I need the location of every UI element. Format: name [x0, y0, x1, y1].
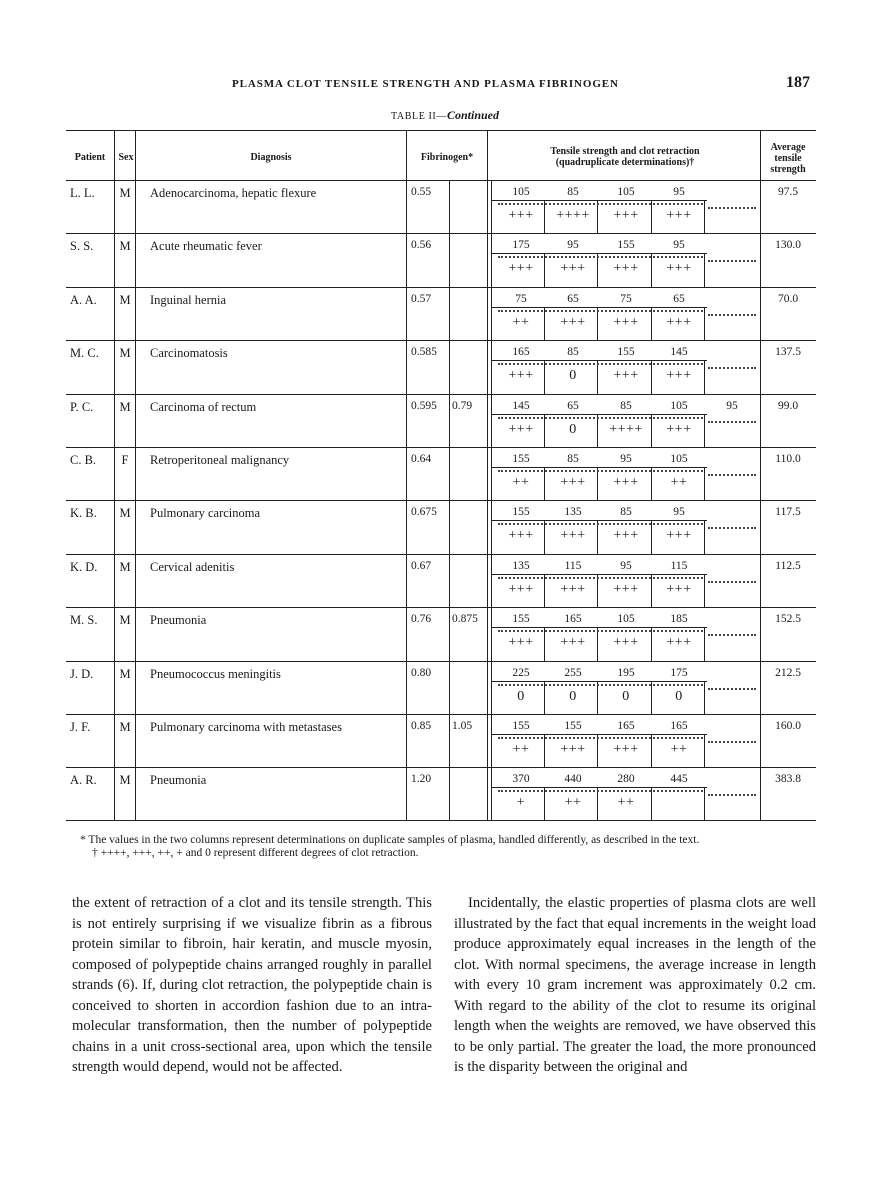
- patient-name: S. S.: [70, 239, 94, 254]
- diagnosis: Pulmonary carcinoma: [150, 506, 261, 521]
- tensile-value: 115: [670, 559, 688, 572]
- tensile-value: 280: [617, 773, 635, 786]
- tensile-value: 105: [617, 613, 635, 626]
- patient-name: J. F.: [70, 720, 91, 734]
- clot-retraction: ++: [670, 475, 688, 490]
- clot-retraction: +++: [666, 314, 692, 330]
- dotted-leader: [498, 363, 703, 365]
- tensile-value: 95: [620, 559, 632, 572]
- dotted-leader: [498, 790, 703, 792]
- patient-name: P. C.: [70, 399, 94, 414]
- clot-retraction: +++: [613, 635, 639, 651]
- dotted-leader: [498, 310, 703, 312]
- average-strength: 70.0: [777, 292, 799, 305]
- tensile-value: 155: [512, 453, 530, 465]
- fibrinogen-1: 1.20: [411, 773, 432, 786]
- tensile-value: 95: [620, 453, 632, 465]
- footnote-fibrinogen: * The values in the two columns represent determinations on duplicate samples of plasma, handled differently, as described in the text.: [80, 834, 700, 846]
- patient-name: L. L.: [70, 186, 95, 200]
- tensile-value: 165: [512, 346, 530, 359]
- diagnosis: Pneumococcus meningitis: [150, 666, 281, 681]
- row-separator: [66, 607, 816, 608]
- tensile-value: 175: [512, 239, 530, 252]
- average-strength: 110.0: [775, 453, 801, 465]
- dotted-leader: [498, 523, 703, 525]
- patient-sex: M: [119, 773, 131, 788]
- patient-sex: M: [119, 720, 131, 734]
- clot-retraction: ++: [670, 742, 688, 757]
- tensile-value: 85: [567, 346, 579, 359]
- patient-name: M. C.: [70, 346, 99, 361]
- dotted-leader: [708, 634, 756, 636]
- clot-retraction: +++: [508, 635, 534, 651]
- clot-retraction: +++: [560, 528, 586, 544]
- tensile-value: 85: [620, 506, 632, 519]
- dotted-leader: [498, 684, 703, 686]
- tensile-value: 155: [617, 346, 635, 359]
- patient-sex: F: [121, 453, 129, 467]
- fibrinogen-1: 0.56: [411, 239, 432, 252]
- clot-retraction: ++: [564, 795, 582, 811]
- tensile-value: 135: [564, 506, 582, 519]
- dotted-leader: [708, 527, 756, 529]
- tensile-value: 105: [670, 399, 688, 412]
- header-average: [760, 142, 816, 175]
- tensile-value: 135: [512, 559, 530, 572]
- average-strength: 112.5: [775, 559, 801, 572]
- clot-retraction: +++: [560, 261, 586, 277]
- clot-retraction: +++: [613, 742, 639, 757]
- diagnosis: Pneumonia: [150, 773, 207, 788]
- patient-name: A. A.: [70, 292, 97, 307]
- dotted-leader: [708, 474, 756, 476]
- dotted-leader: [498, 577, 703, 579]
- header-tensile-line1: Tensile strength and clot retraction: [550, 146, 700, 157]
- tensile-value: 165: [617, 720, 635, 732]
- tensile-value: 95: [726, 399, 738, 412]
- tensile-value: 105: [512, 186, 530, 198]
- clot-retraction: ++: [512, 475, 530, 490]
- patient-sex: M: [119, 292, 131, 307]
- clot-retraction: ++++: [556, 208, 590, 223]
- clot-retraction: 0: [569, 421, 577, 437]
- clot-retraction: +++: [508, 421, 534, 437]
- dotted-leader: [708, 741, 756, 743]
- patient-name: J. D.: [70, 666, 94, 681]
- clot-retraction: +: [516, 795, 526, 811]
- tensile-subrule: [491, 574, 707, 575]
- row-separator: [66, 233, 816, 234]
- header-tensile-line2: (quadruplicate determinations)†: [555, 157, 695, 168]
- clot-retraction: +++: [666, 528, 692, 544]
- dotted-leader: [708, 794, 756, 796]
- running-title: PLASMA CLOT TENSILE STRENGTH AND PLASMA FIBRINOGEN: [232, 78, 619, 90]
- clot-retraction: 0: [569, 688, 577, 704]
- tensile-subrule: [491, 467, 707, 468]
- diagnosis: Adenocarcinoma, hepatic flexure: [150, 186, 317, 200]
- clot-retraction: +++: [613, 581, 639, 597]
- tensile-value: 445: [670, 773, 688, 786]
- dotted-leader: [708, 367, 756, 369]
- diagnosis: Inguinal hernia: [150, 292, 227, 307]
- diagnosis: Cervical adenitis: [150, 559, 235, 574]
- table-caption: [0, 108, 890, 123]
- row-separator: [66, 767, 816, 768]
- clot-retraction: +++: [666, 581, 692, 597]
- tensile-value: 65: [567, 292, 579, 305]
- tensile-value: 75: [620, 292, 632, 305]
- tensile-value: 95: [673, 506, 685, 519]
- dotted-leader: [708, 421, 756, 423]
- patient-sex: M: [119, 399, 131, 414]
- header-average-line2: tensile: [774, 153, 802, 164]
- clot-retraction: +++: [508, 528, 534, 544]
- patient-sex: M: [119, 346, 131, 361]
- fibrinogen-1: 0.85: [411, 720, 432, 732]
- clot-retraction: +++: [613, 314, 639, 330]
- body-right-column: Incidentally, the elastic properties of plasma clots are well illustrated by the fact that equal increments in the weight load produce approximately equal increases in the length of the clot. With normal specimens, the average increase in length with every 10 gram increment was approximately 0.2 cm. With regard to the ability of the clot to resume its original length when the weights are removed, we have observed this to be only partial. The greater the load, the more pronounced is the disparity between the original and: [454, 895, 816, 1075]
- patient-name: K. B.: [70, 506, 97, 521]
- clot-retraction: 0: [622, 688, 630, 704]
- patient-name: M. S.: [70, 613, 98, 628]
- clot-retraction: +++: [666, 261, 692, 277]
- header-average-line1: Average: [770, 142, 806, 153]
- body-left-column: the extent of retraction of a clot and its tensile strength. This is not entirely surprising if we visualize fibrin as a fibrous protein similar to fibroin, hair keratin, and muscle myosin, composed of polypeptide chains arranged roughly in parallel strands (6). If, during clot retraction, the polypeptide chain is conceived to shorten in accordion fashion due to an intra-molecular transformation, then the number of polypeptide chains in a unit cross-sectional area, upon which the tensile strength would depend, would not be affected.: [72, 895, 432, 1075]
- patient-sex: M: [119, 559, 131, 574]
- tensile-value: 195: [617, 666, 635, 679]
- fibrinogen-1: 0.76: [411, 613, 432, 626]
- clot-retraction: +++: [613, 528, 639, 544]
- table-header-rule: [66, 180, 816, 181]
- clot-retraction: +++: [666, 421, 692, 437]
- table-label: TABLE II—: [390, 111, 447, 122]
- fibrinogen-1: 0.57: [411, 292, 432, 305]
- footnotes: [72, 834, 817, 860]
- patient-name: C. B.: [70, 453, 97, 467]
- clot-retraction: +++: [508, 208, 534, 223]
- tensile-value: 95: [567, 239, 579, 252]
- patient-name: A. R.: [70, 773, 97, 788]
- dotted-leader: [708, 207, 756, 209]
- average-strength: 97.5: [777, 186, 799, 198]
- patient-sex: M: [119, 506, 131, 521]
- fibrinogen-1: 0.675: [411, 506, 437, 519]
- tensile-value: 165: [564, 613, 582, 626]
- patient-sex: M: [119, 666, 131, 681]
- average-strength: 117.5: [775, 506, 801, 519]
- tensile-value: 175: [670, 666, 688, 679]
- clot-retraction: +++: [560, 742, 586, 757]
- tensile-value: 75: [515, 292, 527, 305]
- clot-retraction: +++: [560, 581, 586, 597]
- tensile-subrule: [491, 520, 707, 521]
- tensile-value: 440: [564, 773, 582, 786]
- diagnosis: Carcinoma of rectum: [150, 399, 257, 414]
- table-top-rule: [66, 130, 816, 131]
- clot-retraction: +++: [560, 475, 586, 490]
- patient-sex: M: [119, 186, 131, 200]
- header-fibrinogen: Fibrinogen*: [420, 152, 474, 163]
- tensile-value: 105: [617, 186, 635, 198]
- diagnosis: Retroperitoneal malignancy: [150, 453, 290, 467]
- footnote-retraction: † ++++, +++, ++, + and 0 represent different degrees of clot retraction.: [92, 847, 419, 859]
- tensile-value: 145: [670, 346, 688, 359]
- dotted-leader: [498, 737, 703, 739]
- tensile-subrule: [491, 681, 707, 682]
- tensile-value: 155: [512, 613, 530, 626]
- dotted-leader: [708, 260, 756, 262]
- fibrinogen-1: 0.67: [411, 559, 432, 572]
- data-table: [66, 130, 816, 822]
- clot-retraction: ++: [512, 314, 530, 330]
- row-separator: [66, 661, 816, 662]
- diagnosis: Pulmonary carcinoma with metastases: [150, 720, 342, 734]
- tensile-value: 155: [564, 720, 582, 732]
- tensile-value: 165: [670, 720, 688, 732]
- tensile-value: 85: [620, 399, 632, 412]
- tensile-subrule: [491, 787, 707, 788]
- tensile-value: 95: [673, 239, 685, 252]
- average-strength: 99.0: [777, 399, 799, 412]
- diagnosis: Carcinomatosis: [150, 346, 228, 361]
- diagnosis: Acute rheumatic fever: [150, 239, 262, 254]
- average-strength: 137.5: [775, 346, 801, 359]
- tensile-value: 155: [512, 720, 530, 732]
- clot-retraction: 0: [569, 368, 577, 384]
- row-separator: [66, 447, 816, 448]
- header-patient: Patient: [74, 152, 106, 163]
- fibrinogen-2: 0.79: [452, 399, 473, 412]
- tensile-value: 370: [512, 773, 530, 786]
- tensile-value: 185: [670, 613, 688, 626]
- dotted-leader: [498, 417, 703, 419]
- dotted-leader: [708, 314, 756, 316]
- clot-retraction: +++: [560, 635, 586, 651]
- page-number: 187: [786, 74, 810, 91]
- row-separator: [66, 394, 816, 395]
- clot-retraction: 0: [675, 688, 683, 704]
- header-tensile: [490, 146, 760, 168]
- clot-retraction: ++++: [609, 421, 643, 437]
- average-strength: 130.0: [775, 239, 801, 252]
- tensile-value: 65: [673, 292, 685, 305]
- row-separator: [66, 714, 816, 715]
- clot-retraction: +++: [613, 368, 639, 384]
- clot-retraction: +++: [508, 368, 534, 384]
- clot-retraction: +++: [613, 261, 639, 277]
- dotted-leader: [498, 470, 703, 472]
- fibrinogen-1: 0.64: [411, 453, 432, 465]
- tensile-value: 85: [567, 186, 579, 198]
- clot-retraction: +++: [666, 635, 692, 651]
- dotted-leader: [708, 688, 756, 690]
- clot-retraction: +++: [560, 314, 586, 330]
- tensile-value: 85: [567, 453, 579, 465]
- running-head: [0, 76, 890, 96]
- tensile-value: 95: [673, 186, 685, 198]
- clot-retraction: ++: [617, 795, 635, 811]
- fibrinogen-1: 0.55: [411, 186, 432, 198]
- tensile-subrule: [491, 414, 707, 415]
- table-continued: Continued: [446, 108, 499, 122]
- tensile-value: 255: [564, 666, 582, 679]
- clot-retraction: ++: [512, 742, 530, 757]
- tensile-value: 105: [670, 453, 688, 465]
- row-separator: [66, 287, 816, 288]
- dotted-leader: [498, 256, 703, 258]
- tensile-subrule: [491, 200, 707, 201]
- average-strength: 212.5: [775, 666, 801, 679]
- clot-retraction: 0: [517, 688, 525, 704]
- clot-retraction: +++: [508, 581, 534, 597]
- row-separator: [66, 500, 816, 501]
- clot-retraction: +++: [666, 368, 692, 384]
- tensile-subrule: [491, 360, 707, 361]
- tensile-subrule: [491, 627, 707, 628]
- fibrinogen-1: 0.80: [411, 666, 432, 679]
- patient-sex: M: [119, 613, 131, 628]
- dotted-leader: [498, 630, 703, 632]
- fibrinogen-1: 0.585: [411, 346, 437, 359]
- row-separator: [66, 554, 816, 555]
- tensile-subrule: [491, 253, 707, 254]
- clot-retraction: +++: [666, 208, 692, 223]
- clot-retraction: +++: [508, 261, 534, 277]
- tensile-value: 65: [567, 399, 579, 412]
- row-separator: [66, 340, 816, 341]
- header-diagnosis: Diagnosis: [250, 152, 292, 163]
- tensile-value: 145: [512, 399, 530, 412]
- tensile-value: 155: [617, 239, 635, 252]
- fibrinogen-2: 1.05: [452, 720, 473, 732]
- dotted-leader: [708, 581, 756, 583]
- clot-retraction: +++: [613, 208, 639, 223]
- fibrinogen-1: 0.595: [411, 399, 437, 412]
- header-sex: Sex: [118, 152, 134, 163]
- tensile-value: 225: [512, 666, 530, 679]
- tensile-subrule: [491, 307, 707, 308]
- fibrinogen-2: 0.875: [452, 613, 478, 626]
- average-strength: 160.0: [775, 720, 801, 732]
- clot-retraction: +++: [613, 475, 639, 490]
- tensile-subrule: [491, 734, 707, 735]
- average-strength: 383.8: [775, 773, 801, 786]
- diagnosis: Pneumonia: [150, 613, 207, 628]
- patient-name: K. D.: [70, 559, 98, 574]
- tensile-value: 155: [512, 506, 530, 519]
- patient-sex: M: [119, 239, 131, 254]
- tensile-subdivider: [704, 787, 705, 820]
- header-average-line3: strength: [770, 164, 806, 175]
- average-strength: 152.5: [775, 613, 801, 626]
- tensile-value: 115: [564, 559, 582, 572]
- dotted-leader: [498, 203, 703, 205]
